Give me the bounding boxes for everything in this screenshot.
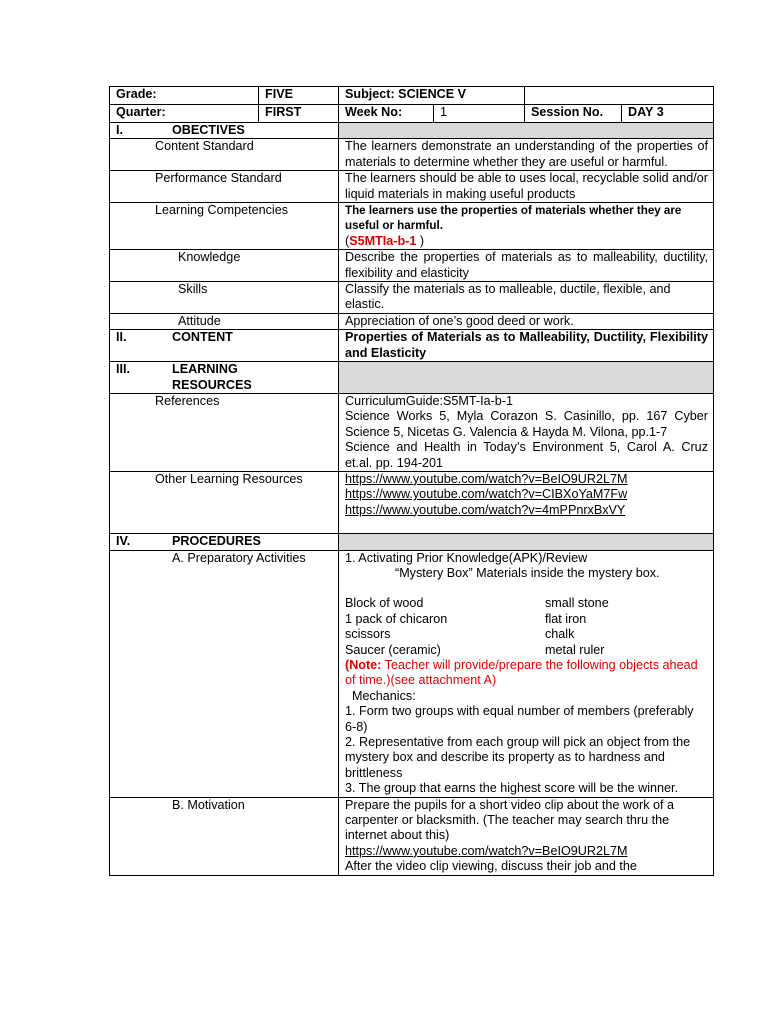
row-label: B. Motivation <box>110 797 339 875</box>
resources-heading-row <box>110 362 714 394</box>
content-row <box>110 330 714 362</box>
section-number: I. <box>116 123 123 137</box>
performance-standard-text: The learners should be able to uses local, recyclable solid and/or liquid materials in making useful products <box>339 171 714 203</box>
row-label: Other Learning Resources <box>110 471 339 533</box>
row-label: Content Standard <box>110 139 339 171</box>
session-value: DAY 3 <box>622 105 714 123</box>
content-standard-row <box>110 139 714 171</box>
section-title: PROCEDURES <box>172 534 261 549</box>
motivation-row <box>110 797 714 875</box>
row-label: Attitude <box>110 313 339 329</box>
competency-code-line: (S5MTIa-b-1 ) <box>345 233 425 248</box>
reference-item: Science and Health in Today’s Environment 5, Carol A. Cruz et.al. pp. 194-201 <box>345 440 708 470</box>
other-resources-row <box>110 471 714 533</box>
materials-list <box>345 596 708 658</box>
reference-item: CurriculumGuide:S5MT-Ia-b-1 <box>345 393 513 408</box>
material-item: small stone <box>545 596 609 611</box>
knowledge-text: Describe the properties of materials as to malleability, ductility, flexibility and elasticity <box>339 250 714 282</box>
learning-competencies-row <box>110 203 714 250</box>
content-text: Properties of Materials as to Malleability, Ductility, Flexibility and Elasticity <box>339 330 714 362</box>
row-label: Skills <box>110 282 339 314</box>
row-label: Performance Standard <box>110 171 339 203</box>
header-row-quarter <box>110 105 714 123</box>
grade-value: FIVE <box>259 87 339 105</box>
material-item: Saucer (ceramic) <box>345 642 441 657</box>
attitude-row <box>110 313 714 329</box>
grade-label: Grade: <box>110 87 259 105</box>
section-title: OBECTIVES <box>172 123 245 137</box>
shaded-cell <box>339 534 714 550</box>
objectives-heading-row <box>110 123 714 139</box>
references-row <box>110 393 714 471</box>
procedures-heading-row <box>110 534 714 550</box>
row-label: References <box>110 393 339 471</box>
subject-label: Subject: SCIENCE V <box>339 87 525 105</box>
quarter-value: FIRST <box>259 105 339 123</box>
mechanics-heading: Mechanics: <box>345 688 416 703</box>
row-label: Learning Competencies <box>110 203 339 250</box>
mechanics-step: 3. The group that earns the highest score will be the winner. <box>345 781 679 796</box>
reference-item: Science Works 5, Myla Corazon S. Casinillo, pp. 167 Cyber Science 5, Nicetas G. Valencia & Hayda M. Vilona, pp.1-7 <box>345 409 708 439</box>
row-label: Knowledge <box>110 250 339 282</box>
youtube-link[interactable]: https://www.youtube.com/watch?v=BeIO9UR2L7M <box>345 843 628 858</box>
section-title: CONTENT <box>172 330 233 345</box>
subject-empty-cell <box>525 87 714 105</box>
material-item: scissors <box>345 627 391 642</box>
header-row-grade <box>110 87 714 105</box>
section-number: III. <box>116 362 130 377</box>
section-title-line2: RESOURCES <box>172 377 252 392</box>
motivation-after-text: After the video clip viewing, discuss their job and the <box>345 859 637 874</box>
motivation-text: Prepare the pupils for a short video clip about the work of a carpenter or blacksmith. (The teacher may search thru the internet about this) <box>345 797 675 843</box>
section-number: II. <box>116 330 127 345</box>
shaded-cell <box>339 123 714 139</box>
performance-standard-row <box>110 171 714 203</box>
youtube-link[interactable]: https://www.youtube.com/watch?v=4mPPnrxBxVY <box>345 502 626 517</box>
content-standard-text: The learners demonstrate an understanding of the properties of materials to determine whether they are useful or harmful. <box>339 139 714 171</box>
week-value: 1 <box>434 105 525 123</box>
mechanics-step: 1. Form two groups with equal number of members (preferably 6-8) <box>345 704 694 734</box>
material-item: 1 pack of chicaron <box>345 611 448 626</box>
week-label: Week No: <box>339 105 434 123</box>
material-item: metal ruler <box>545 642 605 657</box>
row-label: A. Preparatory Activities <box>110 550 339 797</box>
session-label: Session No. <box>525 105 622 123</box>
skills-text: Classify the materials as to malleable, ductile, flexible, and elastic. <box>339 282 714 314</box>
section-title-line1: LEARNING <box>172 362 238 377</box>
shaded-cell <box>339 362 714 394</box>
knowledge-row <box>110 250 714 282</box>
material-item: chalk <box>545 627 575 642</box>
competency-code: S5MTIa-b-1 <box>349 233 417 248</box>
mystery-box-text: “Mystery Box” Materials inside the mystery box. <box>395 565 660 580</box>
material-item: flat iron <box>545 611 587 626</box>
skills-row <box>110 282 714 314</box>
lesson-plan-table <box>109 86 714 876</box>
teacher-note: (Note: Teacher will provide/prepare the following objects ahead of time.)(see attachment A) <box>345 658 698 688</box>
attitude-text: Appreciation of one’s good deed or work. <box>339 313 714 329</box>
section-number: IV. <box>116 534 131 549</box>
quarter-label: Quarter: <box>110 105 259 123</box>
preparatory-activities-row <box>110 550 714 797</box>
material-item: Block of wood <box>345 596 424 611</box>
youtube-link[interactable]: https://www.youtube.com/watch?v=CIBXoYaM7Fw <box>345 487 628 502</box>
learning-competencies-text: The learners use the properties of materials whether they are useful or harmful. <box>345 204 682 233</box>
apk-heading: 1. Activating Prior Knowledge(APK)/Review <box>345 550 588 565</box>
mechanics-step: 2. Representative from each group will pick an object from the mystery box and describe its property as to hardness and brittleness <box>345 735 691 780</box>
youtube-link[interactable]: https://www.youtube.com/watch?v=BeIO9UR2L7M <box>345 471 628 486</box>
